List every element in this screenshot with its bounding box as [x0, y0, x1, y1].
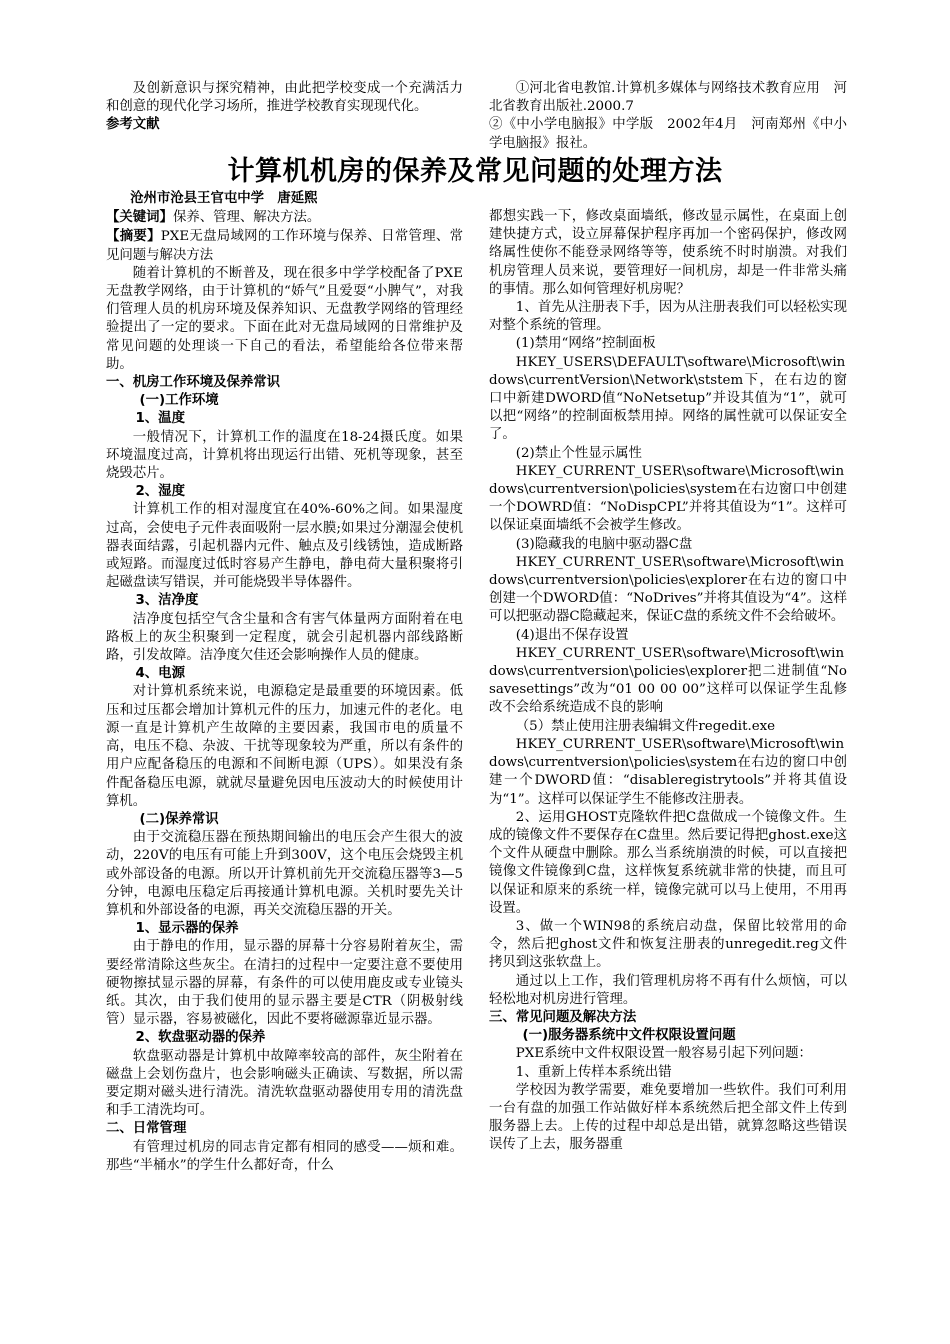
subsection-heading-permissions: (一)服务器系统中文件权限设置问题	[522, 1028, 736, 1044]
step-5-heading: （5）禁止使用注册表编辑文件regedit.exe	[515, 718, 776, 734]
keywords-line	[106, 208, 463, 227]
floppy-paragraph: 软盘驱动器是计算机中故障率较高的部件，灰尘附着在磁盘上会划伤盘片，也会影响磁头正确读、写数据，所以需要定期对磁头进行清洗。清洗软盘驱动器使用专用的清洗盘和手工清洗均可。	[106, 1048, 463, 1119]
references-heading: 参考文献	[106, 117, 160, 133]
heading-cleanliness: 3、洁净度	[135, 593, 199, 609]
references-list	[489, 80, 847, 153]
step-4-heading: (4)退出不保存设置	[515, 627, 629, 643]
abstract-label: 【摘要】	[106, 228, 161, 245]
section-heading-2: 二、日常管理	[106, 1121, 187, 1137]
subsection-heading-maintenance: (二)保养常识	[139, 811, 219, 827]
heading-power: 4、电源	[135, 666, 185, 682]
left-column	[106, 190, 463, 1175]
step-5-text: HKEY_CURRENT_USER\software\Microsoft\windows\currentversion\policies\system在右边的窗口中创建一个DWORD值：“disableregistrytools”并将其值设为“1”。这样可以保证学生不能修改注册表。	[489, 736, 847, 807]
keywords-label: 【关键词】	[106, 209, 173, 226]
permissions-paragraph: PXE系统中文件权限设置一般容易引起下列问题：	[515, 1046, 812, 1062]
cleanliness-paragraph: 洁净度包括空气含尘量和含有害气体量两方面附着在电路板上的灰尘积聚到一定程度，就会引起机器内部线路断路，引发故障。洁净度欠佳还会影响操作人员的健康。	[106, 611, 463, 664]
summary-paragraph: 通过以上工作，我们管理机房将不再有什么烦恼，可以轻松地对机房进行管理。	[489, 973, 847, 1007]
section-heading-1: 一、机房工作环境及保养常识	[106, 375, 281, 391]
step-3-text: HKEY_CURRENT_USER\software\Microsoft\windows\currentversion\policies\explorer在右边的窗口中创建一个DWORD值：“NoDrives”并将其值设为“4”。这样可以把驱动器C隐藏起来，保证C盘的系统文件不会给破坏。	[489, 554, 847, 625]
step-2-text: HKEY_CURRENT_USER\software\Microsoft\windows\currentversion\policies\system在右边窗口中创建一个DOWRD值：“NoDispCPL”并将其值设为“1”。这样可以保证桌面墙纸不会被学生修改。	[489, 463, 847, 534]
temperature-paragraph: 一般情况下，计算机工作的温度在18-24摄氏度。如果环境温度过高，计算机将出现运行出错、死机等现象，甚至烧毁芯片。	[106, 429, 463, 482]
upload-error-heading: 1、重新上传样本系统出错	[515, 1064, 672, 1080]
heading-monitor: 1、显示器的保养	[135, 921, 239, 937]
maintenance-paragraph: 由于交流稳压器在预热期间输出的电压会产生很大的波动，220V的电压有可能上升到300V，这个电压会烧毁主机或外部设备的电源。所以开计算机前先开交流稳压器等3—5分钟，电源电压稳定后再接通计算机电源。关机时要先关计算机和外部设备的电源，再关交流稳压器的开关。	[106, 830, 463, 918]
right-column	[489, 208, 847, 1155]
heading-floppy: 2、软盘驱动器的保养	[135, 1030, 266, 1046]
abstract-line	[106, 227, 463, 264]
monitor-paragraph: 由于静电的作用，显示器的屏幕十分容易附着灰尘，需要经常清除这些灰尘。在清扫的过程中一定要注意不要使用硬物擦拭显示器的屏幕，有条件的可以使用鹿皮或专业镜头纸。其次，由于我们使用的显示器主要是CTR（阴极射线管）显示器，容易被磁化，因此不要将磁源靠近显示器。	[106, 939, 463, 1028]
subsection-heading-environment: (一)工作环境	[139, 393, 219, 409]
previous-article-text: 及创新意识与探究精神，由此把学校变成一个充满活力和创意的现代化学习场所，推进学校教育实现现代化。	[106, 81, 463, 115]
daily-paragraph: 有管理过机房的同志肯定都有相同的感受——烦和难。那些“半桶水”的学生什么都好奇，什么	[106, 1139, 463, 1173]
humidity-paragraph: 计算机工作的相对湿度宜在40%-60%之间。如果湿度过高，会使电子元件表面吸附一层水膜;如果过分潮湿会使机器表面结露，引起机器内元件、触点及引线锈蚀，造成断路或短路。而湿度过低时容易产生静电，静电荷大量积聚将引起磁盘读写错误，并可能烧毁半导体器件。	[106, 502, 463, 591]
abstract-text: PXE无盘局域网的工作环境与保养、日常管理、常见问题与解决方法	[106, 229, 463, 263]
step-3-heading: (3)隐藏我的电脑中驱动器C盘	[515, 536, 693, 552]
boot-disk-paragraph: 3、做一个WIN98的系统启动盘，保留比较常用的命令，然后把ghost文件和恢复注册表的unregedit.reg文件拷贝到这张软盘上。	[489, 918, 847, 971]
right-paragraph-1: 都想实践一下，修改桌面墙纸，修改显示属性，在桌面上创建快捷方式，设立屏幕保护程序再加一个密码保护，修改网络属性使你不能登录网络等等，使系统不时时崩溃。对我们机房管理人员来说，要管理好一间机房，却是一件非常头痛的事情。那么如何管理好机房呢？	[489, 209, 847, 297]
previous-article-tail	[106, 80, 463, 135]
author-line: 沧州市沧县王官屯中学 唐延熙	[130, 191, 318, 206]
power-paragraph: 对计算机系统来说，电源稳定是最重要的环境因素。低压和过压都会增加计算机元件的压力，加速元件的老化。电源一直是计算机产生故障的主要因素，我国市电的质量不高，电压不稳、杂波、干扰等现象较为严重，所以有条件的用户应配备稳压的电源和不间断电源（UPS）。如果没有条件配备稳压电源，就就尽量避免因电压波动大的时候使用计算机。	[106, 684, 463, 809]
step-4-text: HKEY_CURRENT_USER\software\Microsoft\windows\currentversion\policies\explorer把二进制值“Nosavesettings”改为“01 00 00 00”这样可以保证学生乱修改不会给系统造成不良的影响	[489, 645, 847, 716]
heading-humidity: 2、湿度	[135, 484, 185, 500]
step-2-heading: (2)禁止个性显示属性	[515, 445, 642, 461]
article-title: 计算机机房的保养及常见问题的处理方法	[227, 156, 723, 187]
keywords-text: 保养、管理、解决方法。	[172, 210, 321, 226]
upload-error-paragraph: 学校因为教学需要，难免要增加一些软件。我们可利用一台有盘的加强工作站做好样本系统然后把全部文件上传到服务器上去。上传的过程中却总是出错，就算忽略这些错误误传了上去，服务器重	[489, 1082, 847, 1153]
heading-temperature: 1、温度	[135, 411, 185, 427]
intro-paragraph: 随着计算机的不断普及，现在很多中学学校配备了PXE无盘教学网络，由于计算机的“娇气”且爱耍“小脾气”，对我们管理人员的机房环境及保养知识、无盘教学网络的管理经验提出了一定的要求。下面在此对无盘局域网的日常维护及常见问题的处理谈一下自己的看法，希望能给各位带来帮助。	[106, 265, 463, 372]
reference-2: ②《中小学电脑报》中学版 2002年4月 河南郑州《中小学电脑报》报社。	[489, 117, 847, 151]
reference-1: ①河北省电教馆.计算机多媒体与网络技术教育应用 河北省教育出版社.2000.7	[489, 81, 847, 115]
right-paragraph-2: 1、首先从注册表下手，因为从注册表我们可以轻松实现对整个系统的管理。	[489, 300, 847, 334]
section-heading-3: 三、常见问题及解决方法	[489, 1009, 637, 1025]
step-1-heading: (1)禁用“网络”控制面板	[515, 336, 656, 352]
step-1-text: HKEY_USERS\DEFAULT\software\Microsoft\windows\currentVersion\Network\ststem下，在右边的窗口中新建DWORD值“NoNetsetup”并设其值为“1”，就可以把“网络”的控制面板禁用掉。网络的属性就可以保证安全了。	[489, 354, 847, 443]
ghost-paragraph: 2、运用GHOST克隆软件把C盘做成一个镜像文件。生成的镜像文件不要保存在C盘里。然后要记得把ghost.exe这个文件从硬盘中删除。那么当系统崩溃的时候，可以直接把镜像文件镜像到C盘，这样恢复系统就非常的快捷，而且可以保证和原来的系统一样，镜像完就可以马上使用，不用再设置。	[489, 809, 847, 916]
